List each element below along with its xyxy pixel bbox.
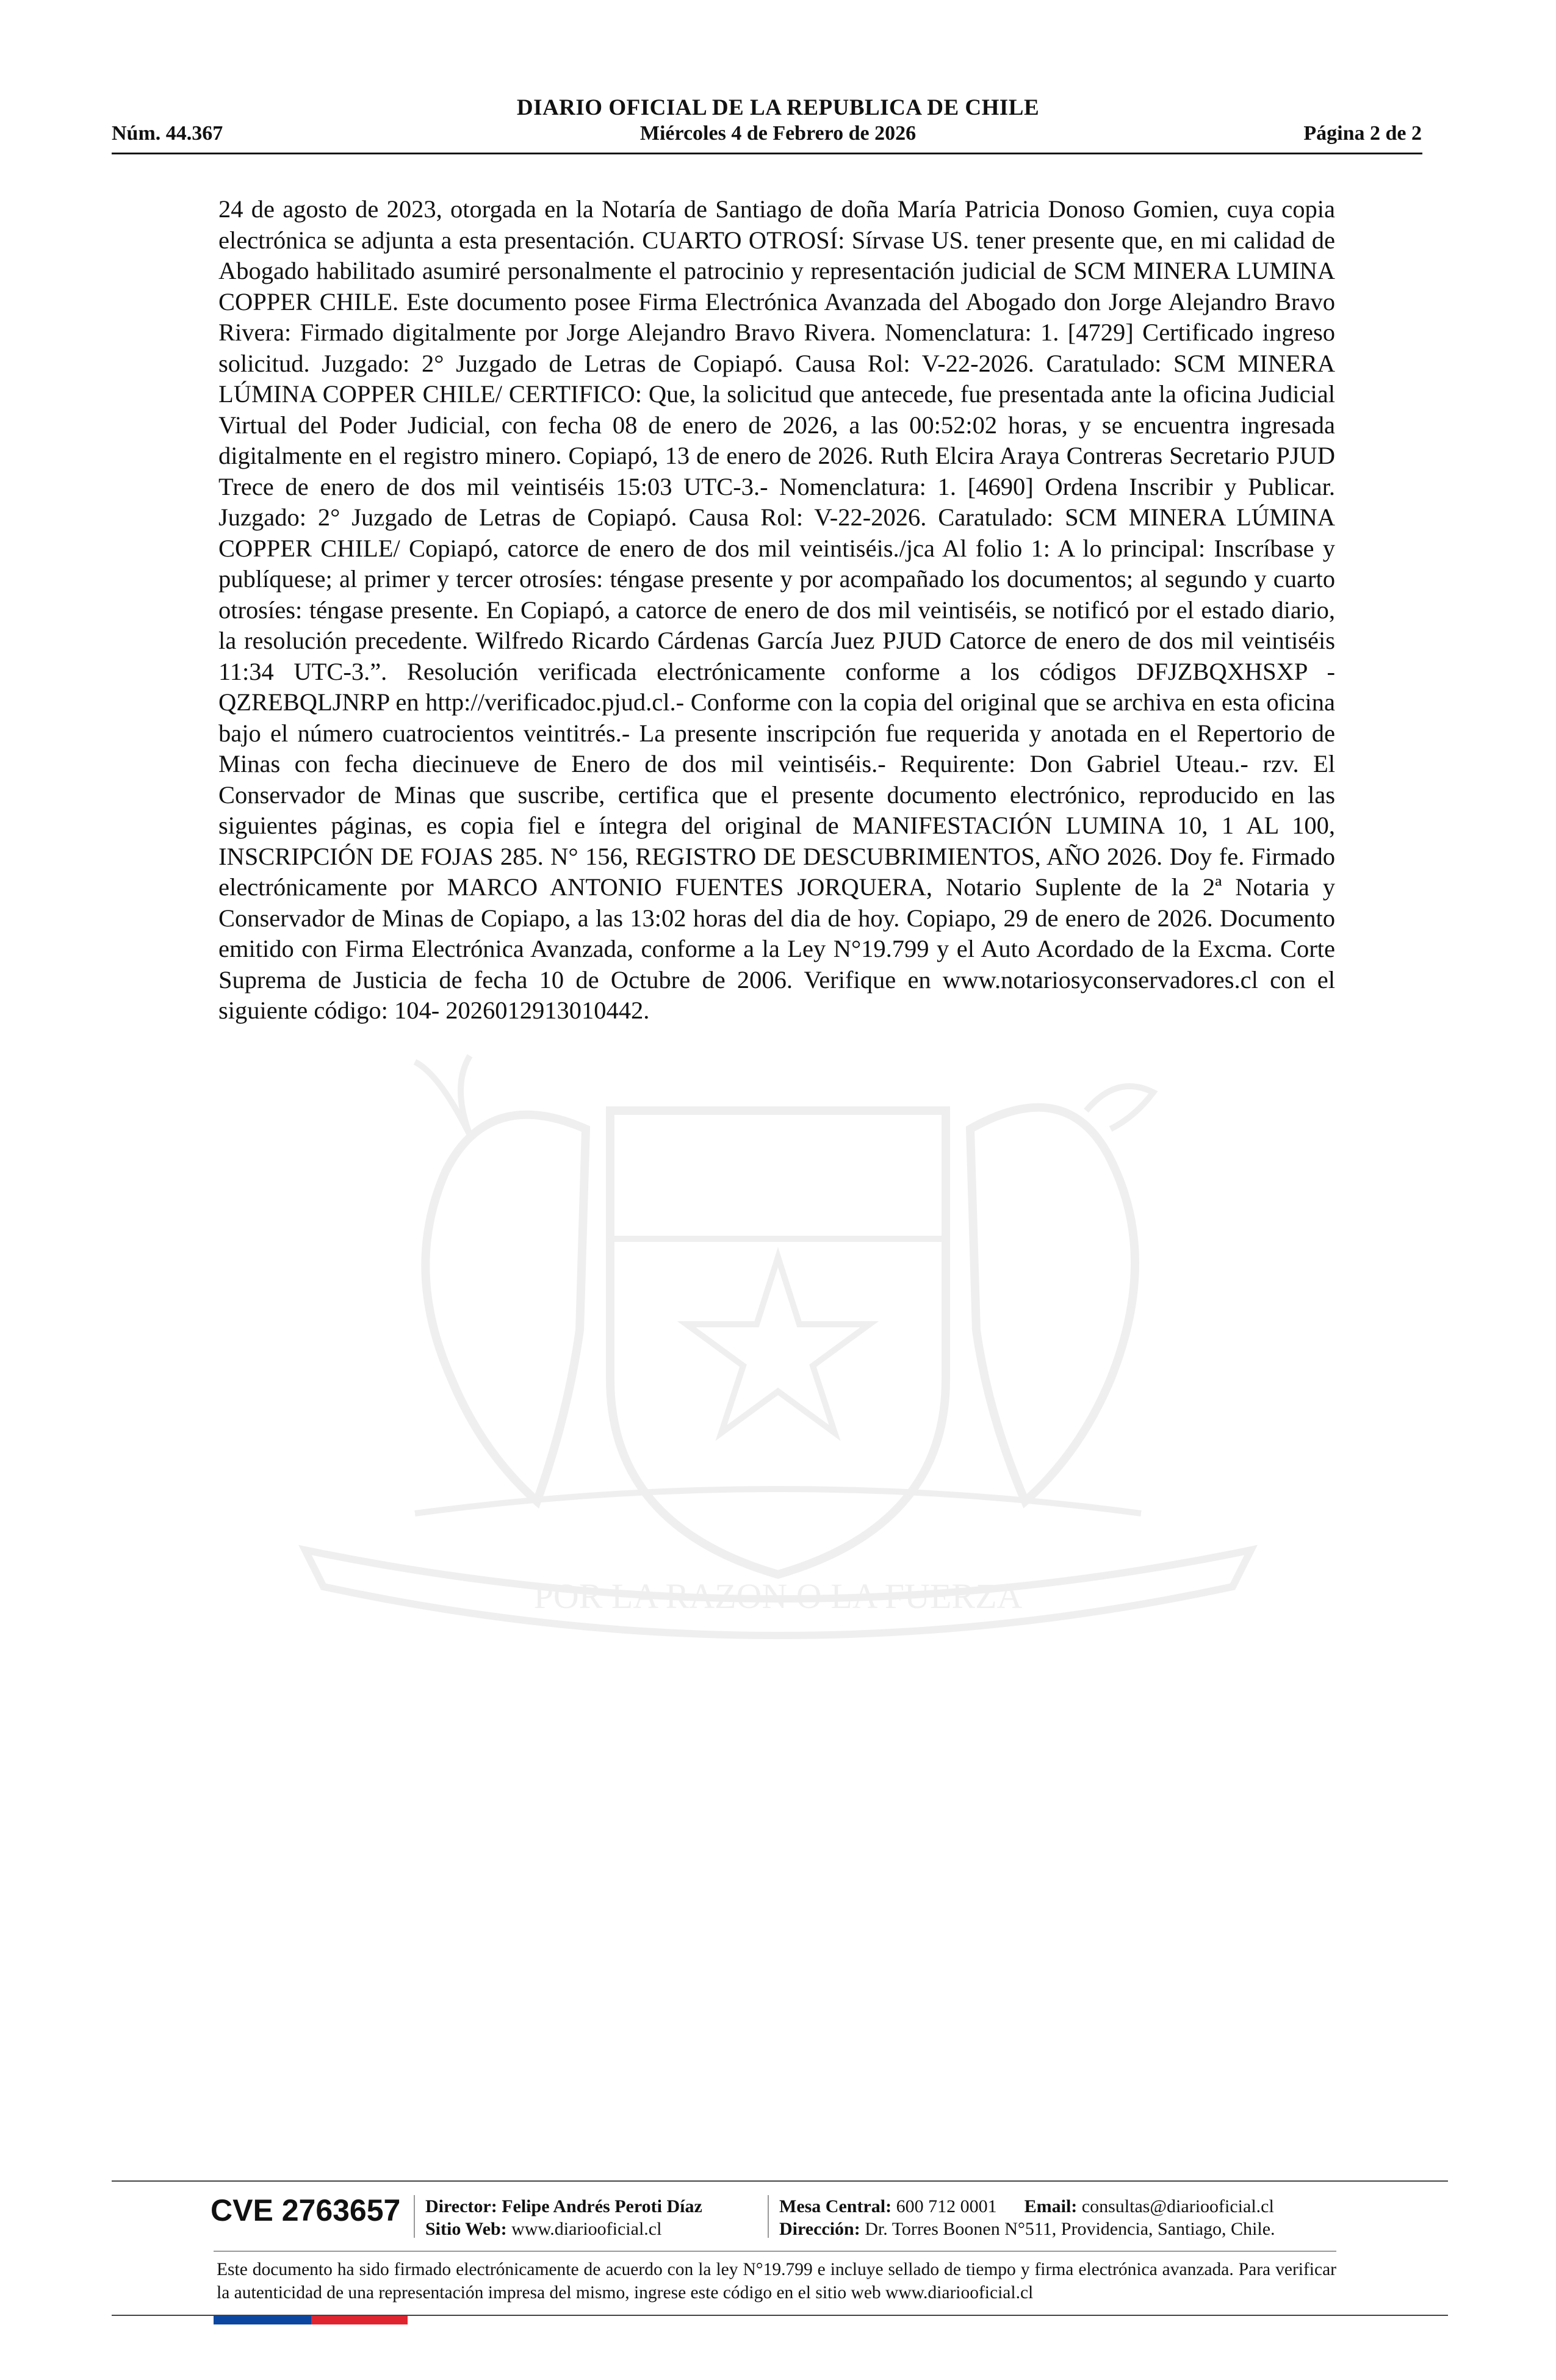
flag-blue-segment [214,2316,311,2324]
page-indicator: Página 2 de 2 [1303,122,1422,145]
email-link[interactable]: consultas@diariooficial.cl [1081,2196,1274,2216]
issue-number: Núm. 44.367 [112,122,223,145]
email-label: Email: [1024,2196,1078,2216]
address-label: Dirección: [779,2219,860,2239]
director-label: Director: [425,2196,497,2216]
footer-director-line [425,2195,702,2218]
phone-number: 600 712 0001 [896,2196,997,2216]
document-body-text: 24 de agosto de 2023, otorgada en la Notaría de Santiago de doña María Patricia Donoso Gomien, cuya copia electrónica se adjunta a esta presentación. CUARTO OTROSÍ: Sírvase US. tener presente que, en mi calidad de Abogado habilitado asumiré personalmente el patrocinio y representación judicial de SCM MINERA LUMINA COPPER CHILE. Este documento posee Firma Electrónica Avanzada del Abogado don Jorge Alejandro Bravo Rivera: Firmado digitalmente por Jorge Alejandro Bravo Rivera. Nomenclatura: 1. [4729] Certificado ingreso solicitud. Juzgado: 2° Juzgado de Letras de Copiapó. Causa Rol: V-22-2026. Caratulado: SCM MINERA LÚMINA COPPER CHILE/ CERTIFICO: Que, la solicitud que antecede, fue presentada ante la oficina Judicial Virtual del Poder Judicial, con fecha 08 de enero de 2026, a las 00:52:02 horas, y se encuentra ingresada digitalmente en el registro minero. Copiapó, 13 de enero de 2026. Ruth Elcira Araya Contreras Secretario PJUD Trece de enero de dos mil veintiséis 15:03 UTC-3.- Nomenclatura: 1. [4690] Ordena Inscribir y Publicar. Juzgado: 2° Juzgado de Letras de Copiapó. Causa Rol: V-22-2026. Caratulado: SCM MINERA LÚMINA COPPER CHILE/ Copiapó, catorce de enero de dos mil veintiséis./jca Al folio 1: A lo principal: Inscríbase y publíquese; al primer y tercer otrosíes: téngase presente y por acompañado los documentos; al segundo y cuarto otrosíes: téngase presente. En Copiapó, a catorce de enero de dos mil veintiséis, se notificó por el estado diario, la resolución precedente. Wilfredo Ricardo Cárdenas García Juez PJUD Catorce de enero de dos mil veintiséis 11:34 UTC-3.”. Resolución verificada electrónicamente conforme a los códigos DFJZBQXHSXP - QZREBQLJNRP en http://verificadoc.pjud.cl.- Conforme con la copia del original que se archiva en esta oficina bajo el número cuatrocientos veintitrés.- La presente inscripción fue requerida y anotada en el Repertorio de Minas con fecha diecinueve de Enero de dos mil veintiséis.- Requirente: Don Gabriel Uteau.- rzv. El Conservador de Minas que suscribe, certifica que el presente documento electrónico, reproducido en las siguientes páginas, es copia fiel e íntegra del original de MANIFESTACIÓN LUMINA 10, 1 AL 100, INSCRIPCIÓN DE FOJAS 285. N° 156, REGISTRO DE DESCUBRIMIENTOS, AÑO 2026. Doy fe. Firmado electrónicamente por MARCO ANTONIO FUENTES JORQUERA, Notario Suplente de la 2ª Notaria y Conservador de Minas de Copiapo, a las 13:02 horas del dia de hoy. Copiapo, 29 de enero de 2026. Documento emitido con Firma Electrónica Avanzada, conforme a la Ley N°19.799 y el Auto Acordado de la Excma. Corte Suprema de Justicia de fecha 10 de Octubre de 2006. Verifique en www.notariosyconservadores.cl con el siguiente código: 104- 2026012913010442. [218,195,1335,1024]
footer-divider-top [112,2180,1448,2182]
issue-date: Miércoles 4 de Febrero de 2026 [639,122,917,145]
newspaper-title: DIARIO OFICIAL DE LA REPUBLICA DE CHILE [516,95,1040,120]
website-label: Sitio Web: [425,2219,507,2239]
flag-red-segment [311,2316,408,2324]
header-divider [112,153,1422,154]
footer-phone-email-line [779,2195,1275,2218]
address-text: Dr. Torres Boonen N°511, Providencia, Santiago, Chile. [865,2219,1275,2239]
footer-separator [768,2195,769,2238]
footer-director-block [425,2195,702,2240]
cve-code: CVE 2763657 [211,2193,401,2227]
footer-divider-mid [214,2251,1336,2252]
website-link[interactable]: www.diariooficial.cl [511,2219,662,2239]
flag-color-bar [214,2316,408,2324]
footer-address-line [779,2218,1275,2240]
legal-notice: Este documento ha sido firmado electrónicamente de acuerdo con la ley N°19.799 e incluye sellado de tiempo y firma electrónica avanzada. Para verificar la autenticidad de una representación impresa del mismo, ingrese este código en el sitio web www.diariooficial.cl [217,2260,1336,2302]
footer-separator [414,2195,415,2238]
footer-contact-block [779,2195,1275,2240]
director-name: Felipe Andrés Peroti Díaz [502,2196,702,2216]
footer-website-line [425,2218,702,2240]
coat-of-arms-watermark-icon [183,1037,1373,1678]
watermark-motto: POR LA RAZON O LA FUERZA [533,1576,1023,1616]
phone-label: Mesa Central: [779,2196,892,2216]
